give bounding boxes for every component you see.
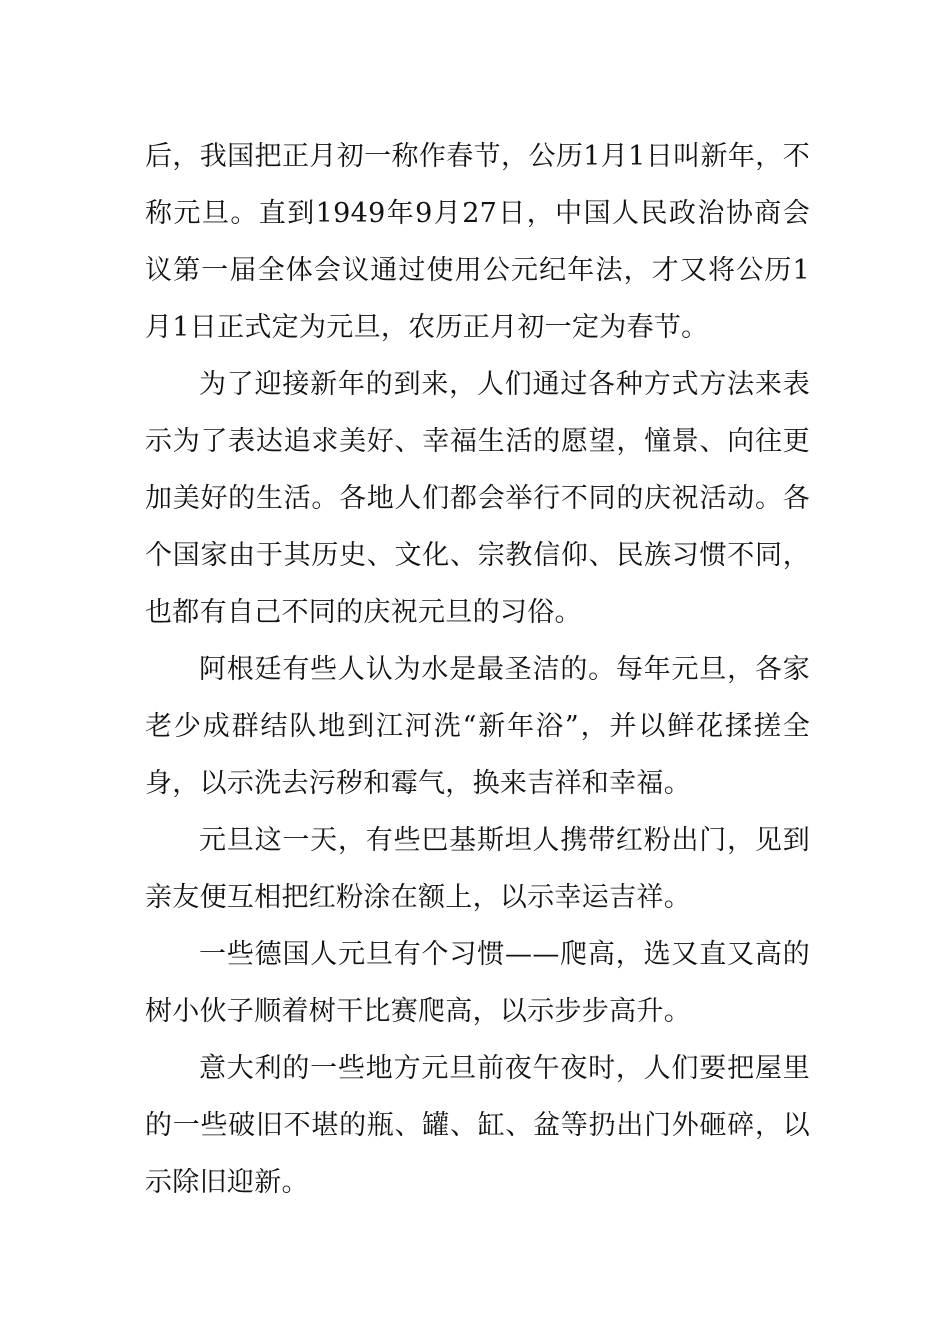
paragraph-argentina: 阿根廷有些人认为水是最圣洁的。每年元旦，各家老少成群结队地到江河洗“新年浴”，并以鲜花揉搓全身，以示洗去污秽和霉气，换来吉祥和幸福。 [145, 654, 810, 799]
paragraph-italy: 意大利的一些地方元旦前夜午夜时，人们要把屋里的一些破旧不堪的瓶、罐、缸、盆等扔出门外砸碎，以示除旧迎新。 [145, 1053, 810, 1198]
paragraph-pakistan: 元旦这一天，有些巴基斯坦人携带红粉出门，见到亲友便互相把红粉涂在额上，以示幸运吉祥。 [145, 825, 810, 913]
document-body [145, 128, 810, 1211]
paragraph-germany: 一些德国人元旦有个习惯——爬高，选又直又高的树小伙子顺着树干比赛爬高，以示步步高升。 [145, 939, 810, 1027]
paragraph-new-year-customs: 为了迎接新年的到来，人们通过各种方式方法来表示为了表达追求美好、幸福生活的愿望，憧景、向往更加美好的生活。各地人们都会举行不同的庆祝活动。各个国家由于其历史、文化、宗教信仰、民族习惯不同，也都有自己不同的庆祝元旦的习俗。 [145, 369, 810, 628]
paragraph-continuation: 后，我国把正月初一称作春节，公历1月1日叫新年，不称元旦。直到1949年9月27日，中国人民政治协商会议第一届全体会议通过使用公元纪年法，才又将公历1月1日正式定为元旦，农历正月初一定为春节。 [145, 141, 810, 343]
